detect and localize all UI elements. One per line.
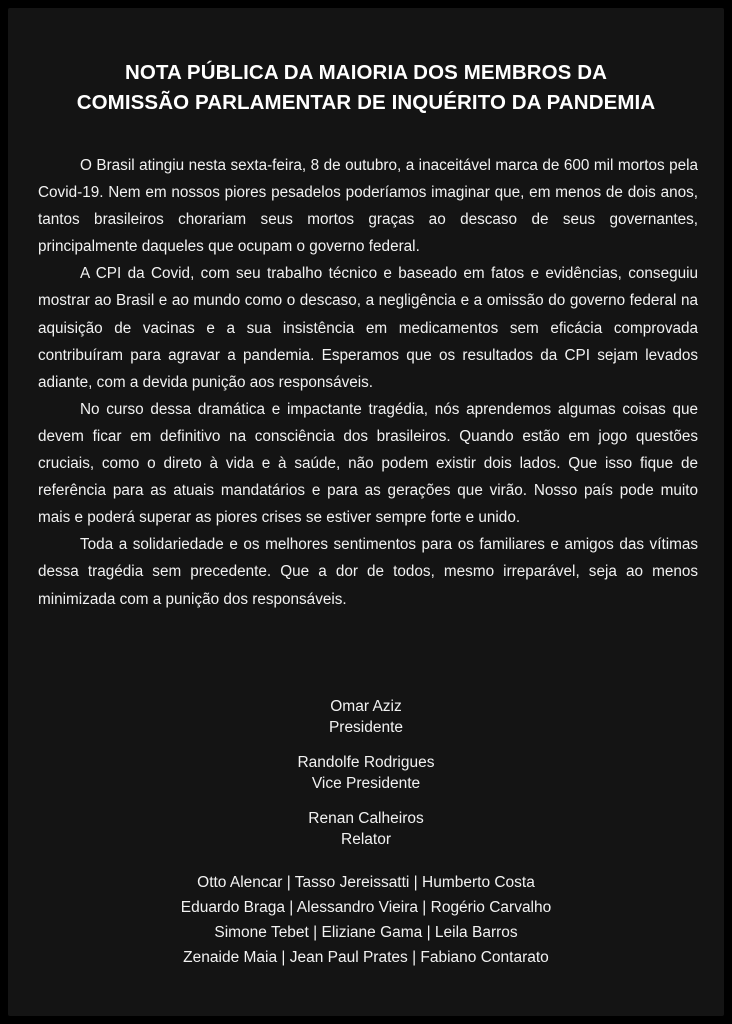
members-list [8,870,724,970]
paragraph-3: No curso dessa dramática e impactante tragédia, nós aprendemos algumas coisas que devem ficar em definitivo na consciência dos brasileiros. Quando estão em jogo questões cruciais, como o direto à vida e à saúde, não podem existir dois lados. Que isso fique de referência para as atuais mandatários e para as gerações que virão. Nosso país pode muito mais e poderá superar as piores crises se estiver sempre forte e unido. [38,400,698,527]
signature-vice-president [8,752,724,794]
members-line: Eduardo Braga | Alessandro Vieira | Rogério Carvalho [180,899,552,916]
document-body [38,152,698,613]
paragraph-4: Toda a solidariedade e os melhores sentimentos para os familiares e amigos das vítimas dessa tragédia sem precedente. Que a dor de todos, mesmo irreparável, seja ao menos minimizada com a punição dos responsáveis. [38,536,698,608]
members-line: Zenaide Maia | Jean Paul Prates | Fabiano Contarato [183,949,549,966]
vice-president-name: Randolfe Rodrigues [297,754,435,771]
members-line: Otto Alencar | Tasso Jereissatti | Humberto Costa [197,874,535,891]
signatures-section [8,696,724,970]
vice-president-role: Vice Presidente [311,775,421,792]
signature-president [8,696,724,738]
document-title [8,58,724,118]
rapporteur-role: Relator [341,831,391,848]
president-role: Presidente [328,719,404,736]
paragraph-1: O Brasil atingiu nesta sexta-feira, 8 de outubro, a inaceitável marca de 600 mil mortos pela Covid-19. Nem em nossos piores pesadelos poderíamos imaginar que, em menos de dois anos, tantos brasileiros chorariam seus mortos graças ao descaso de seus governantes, principalmente daqueles que ocupam o governo federal. [38,157,698,256]
signature-rapporteur [8,808,724,850]
public-note-document [8,8,724,1016]
members-line: Simone Tebet | Eliziane Gama | Leila Barros [214,924,518,941]
title-line-2: COMISSÃO PARLAMENTAR DE INQUÉRITO DA PANDEMIA [76,91,656,114]
president-name: Omar Aziz [330,698,402,715]
rapporteur-name: Renan Calheiros [308,810,424,827]
title-line-1: NOTA PÚBLICA DA MAIORIA DOS MEMBROS DA [124,61,608,84]
paragraph-2: A CPI da Covid, com seu trabalho técnico e baseado em fatos e evidências, conseguiu mostrar ao Brasil e ao mundo como o descaso, a negligência e a omissão do governo federal na aquisição de vacinas e a sua insistência em medicamentos sem eficácia comprovada contribuíram para agravar a pandemia. Esperamos que os resultados da CPI sejam levados adiante, com a devida punição aos responsáveis. [38,265,698,391]
